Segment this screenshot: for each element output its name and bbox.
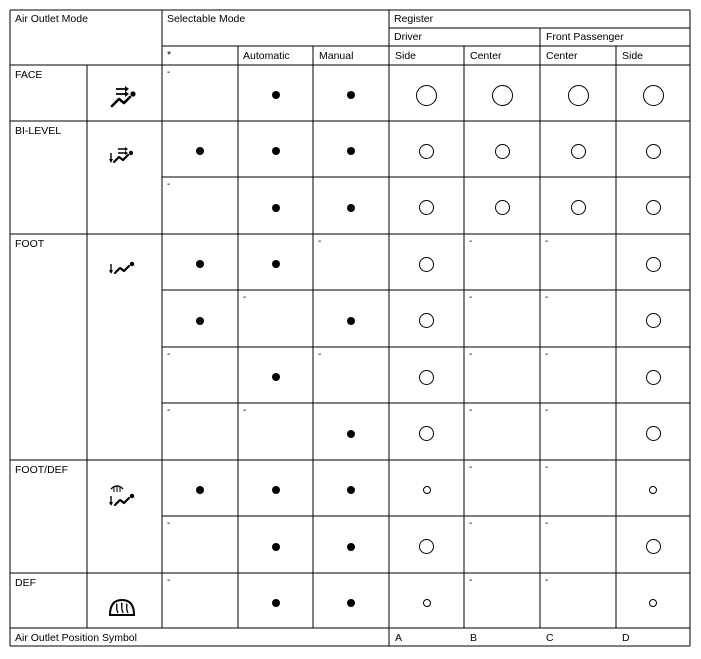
header-register: Register	[394, 13, 434, 25]
def-mode-icon	[108, 597, 136, 619]
open-circle-icon	[571, 144, 586, 159]
open-circle-icon	[495, 144, 510, 159]
dash-mark: -	[167, 349, 171, 360]
open-circle-icon	[646, 144, 661, 159]
filled-dot-icon	[196, 486, 204, 494]
dash-mark: -	[469, 405, 473, 416]
dash-mark: -	[167, 405, 171, 416]
open-circle-icon	[419, 370, 434, 385]
open-circle-icon	[419, 144, 434, 159]
header-column-passenger-side: Side	[622, 50, 644, 62]
open-circle-icon	[646, 257, 661, 272]
dash-mark: -	[469, 518, 473, 529]
foot-def-mode-icon	[107, 483, 139, 511]
filled-dot-icon	[272, 486, 280, 494]
header-column-driver-center: Center	[470, 50, 502, 62]
filled-dot-icon	[196, 147, 204, 155]
dash-mark: -	[243, 292, 247, 303]
foot-mode-icon	[108, 258, 138, 280]
position-symbol-a: A	[395, 632, 403, 644]
dash-mark: -	[469, 575, 473, 586]
open-circle-icon	[646, 539, 661, 554]
mode-label-bi-level: BI-LEVEL	[15, 125, 62, 137]
filled-dot-icon	[272, 91, 280, 99]
filled-dot-icon	[347, 91, 355, 99]
open-circle-icon	[649, 599, 657, 607]
open-circle-icon	[416, 85, 437, 106]
open-circle-icon	[646, 426, 661, 441]
dash-mark: -	[545, 405, 549, 416]
filled-dot-icon	[347, 543, 355, 551]
header-column-passenger-center: Center	[546, 50, 578, 62]
header-column-manual: Manual	[319, 50, 354, 62]
bi-level-mode-icon	[108, 145, 138, 169]
mode-label-face: FACE	[15, 69, 43, 81]
dash-mark: -	[469, 349, 473, 360]
dash-mark: -	[167, 518, 171, 529]
open-circle-icon	[423, 599, 431, 607]
open-circle-icon	[646, 200, 661, 215]
filled-dot-icon	[196, 317, 204, 325]
dash-mark: -	[545, 462, 549, 473]
dash-mark: -	[167, 179, 171, 190]
dash-mark: -	[545, 292, 549, 303]
dash-mark: -	[318, 349, 322, 360]
filled-dot-icon	[272, 599, 280, 607]
open-circle-icon	[646, 313, 661, 328]
filled-dot-icon	[272, 204, 280, 212]
filled-dot-icon	[347, 317, 355, 325]
mode-label-foot-def: FOOT/DEF	[15, 464, 69, 476]
open-circle-icon	[419, 426, 434, 441]
filled-dot-icon	[272, 373, 280, 381]
footer-air-outlet-position-symbol: Air Outlet Position Symbol	[15, 632, 137, 644]
open-circle-icon	[419, 257, 434, 272]
open-circle-icon	[643, 85, 664, 106]
dash-mark: -	[167, 575, 171, 586]
dash-mark: -	[545, 575, 549, 586]
header-column-driver-side: Side	[395, 50, 417, 62]
open-circle-icon	[423, 486, 431, 494]
filled-dot-icon	[347, 599, 355, 607]
position-symbol-d: D	[622, 632, 630, 644]
open-circle-icon	[571, 200, 586, 215]
open-circle-icon	[646, 370, 661, 385]
position-symbol-c: C	[546, 632, 554, 644]
open-circle-icon	[492, 85, 513, 106]
open-circle-icon	[419, 539, 434, 554]
open-circle-icon	[419, 200, 434, 215]
filled-dot-icon	[347, 147, 355, 155]
dash-mark: -	[545, 349, 549, 360]
dash-mark: -	[167, 67, 171, 78]
dash-mark: -	[545, 236, 549, 247]
open-circle-icon	[568, 85, 589, 106]
dash-mark: -	[318, 236, 322, 247]
dash-mark: -	[243, 405, 247, 416]
filled-dot-icon	[347, 204, 355, 212]
mode-label-foot: FOOT	[15, 238, 45, 250]
open-circle-icon	[419, 313, 434, 328]
filled-dot-icon	[347, 430, 355, 438]
dash-mark: -	[469, 462, 473, 473]
open-circle-icon	[649, 486, 657, 494]
filled-dot-icon	[347, 486, 355, 494]
dash-mark: -	[469, 292, 473, 303]
filled-dot-icon	[272, 543, 280, 551]
header-column-automatic: Automatic	[243, 50, 290, 62]
dash-mark: -	[545, 518, 549, 529]
mode-label-def: DEF	[15, 577, 36, 589]
face-mode-icon	[106, 84, 140, 112]
header-column-star: *	[167, 49, 172, 61]
header-selectable-mode: Selectable Mode	[167, 13, 246, 25]
filled-dot-icon	[272, 260, 280, 268]
filled-dot-icon	[272, 147, 280, 155]
open-circle-icon	[495, 200, 510, 215]
dash-mark: -	[469, 236, 473, 247]
position-symbol-b: B	[470, 632, 478, 644]
filled-dot-icon	[196, 260, 204, 268]
header-air-outlet-mode: Air Outlet Mode	[15, 13, 88, 25]
header-driver: Driver	[394, 31, 422, 43]
header-front-passenger: Front Passenger	[546, 31, 624, 43]
